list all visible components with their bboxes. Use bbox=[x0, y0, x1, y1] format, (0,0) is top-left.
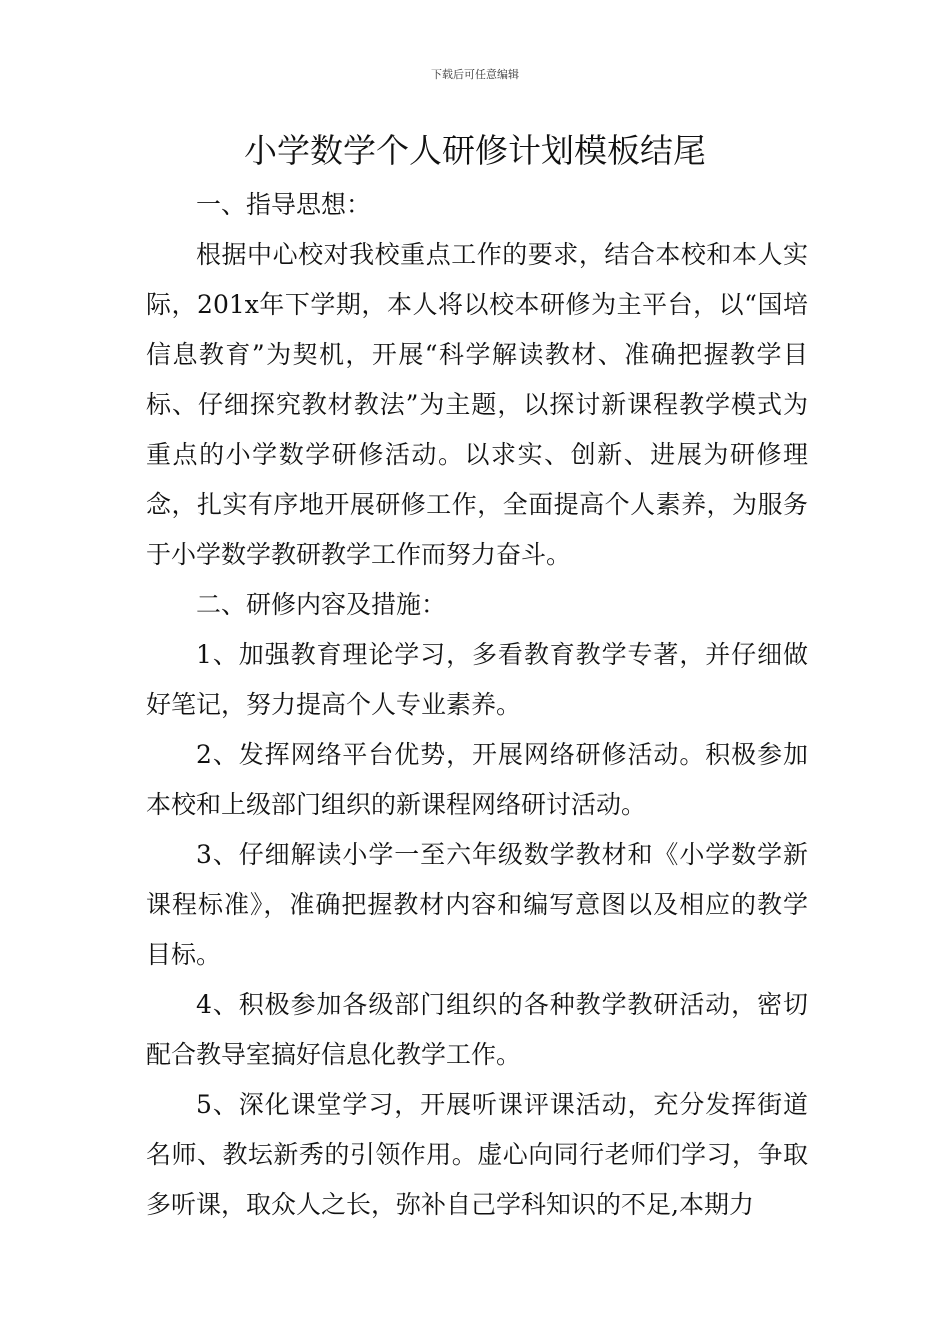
list-item-1: 1、加强教育理论学习，多看教育教学专著，并仔细做好笔记，努力提高个人专业素养。 bbox=[146, 640, 808, 719]
list-item-2: 2、发挥网络平台优势，开展网络研修活动。积极参加本校和上级部门组织的新课程网络研讨活动。 bbox=[146, 740, 808, 819]
header-note: 下载后可任意编辑 bbox=[431, 68, 519, 81]
list-item-3: 3、仔细解读小学一至六年级数学教材和《小学数学新课程标准》，准确把握教材内容和编写意图以及相应的教学目标。 bbox=[146, 840, 808, 969]
list-item-4: 4、积极参加各级部门组织的各种教学教研活动，密切配合教导室搞好信息化教学工作。 bbox=[146, 990, 808, 1069]
list-item-5: 5、深化课堂学习，开展听课评课活动，充分发挥街道名师、教坛新秀的引领作用。虚心向同行老师们学习，争取多听课，取众人之长，弥补自己学科知识的不足,本期力 bbox=[146, 1090, 808, 1219]
document-title: 小学数学个人研修计划模板结尾 bbox=[244, 131, 706, 170]
paragraph-guiding-ideology: 根据中心校对我校重点工作的要求，结合本校和本人实际，201x年下学期，本人将以校本研修为主平台，以“国培信息教育”为契机，开展“科学解读教材、准确把握教学目标、仔细探究教材教法”为主题，以探讨新课程教学模式为重点的小学数学研修活动。以求实、创新、进展为研修理念，扎实有序地开展研修工作，全面提高个人素养，为服务于小学数学教研教学工作而努力奋斗。 bbox=[146, 240, 808, 569]
document-body bbox=[146, 180, 808, 1230]
section-heading-guiding-ideology: 一、指导思想： bbox=[196, 190, 372, 219]
section-heading-content-measures: 二、研修内容及措施： bbox=[196, 590, 447, 619]
